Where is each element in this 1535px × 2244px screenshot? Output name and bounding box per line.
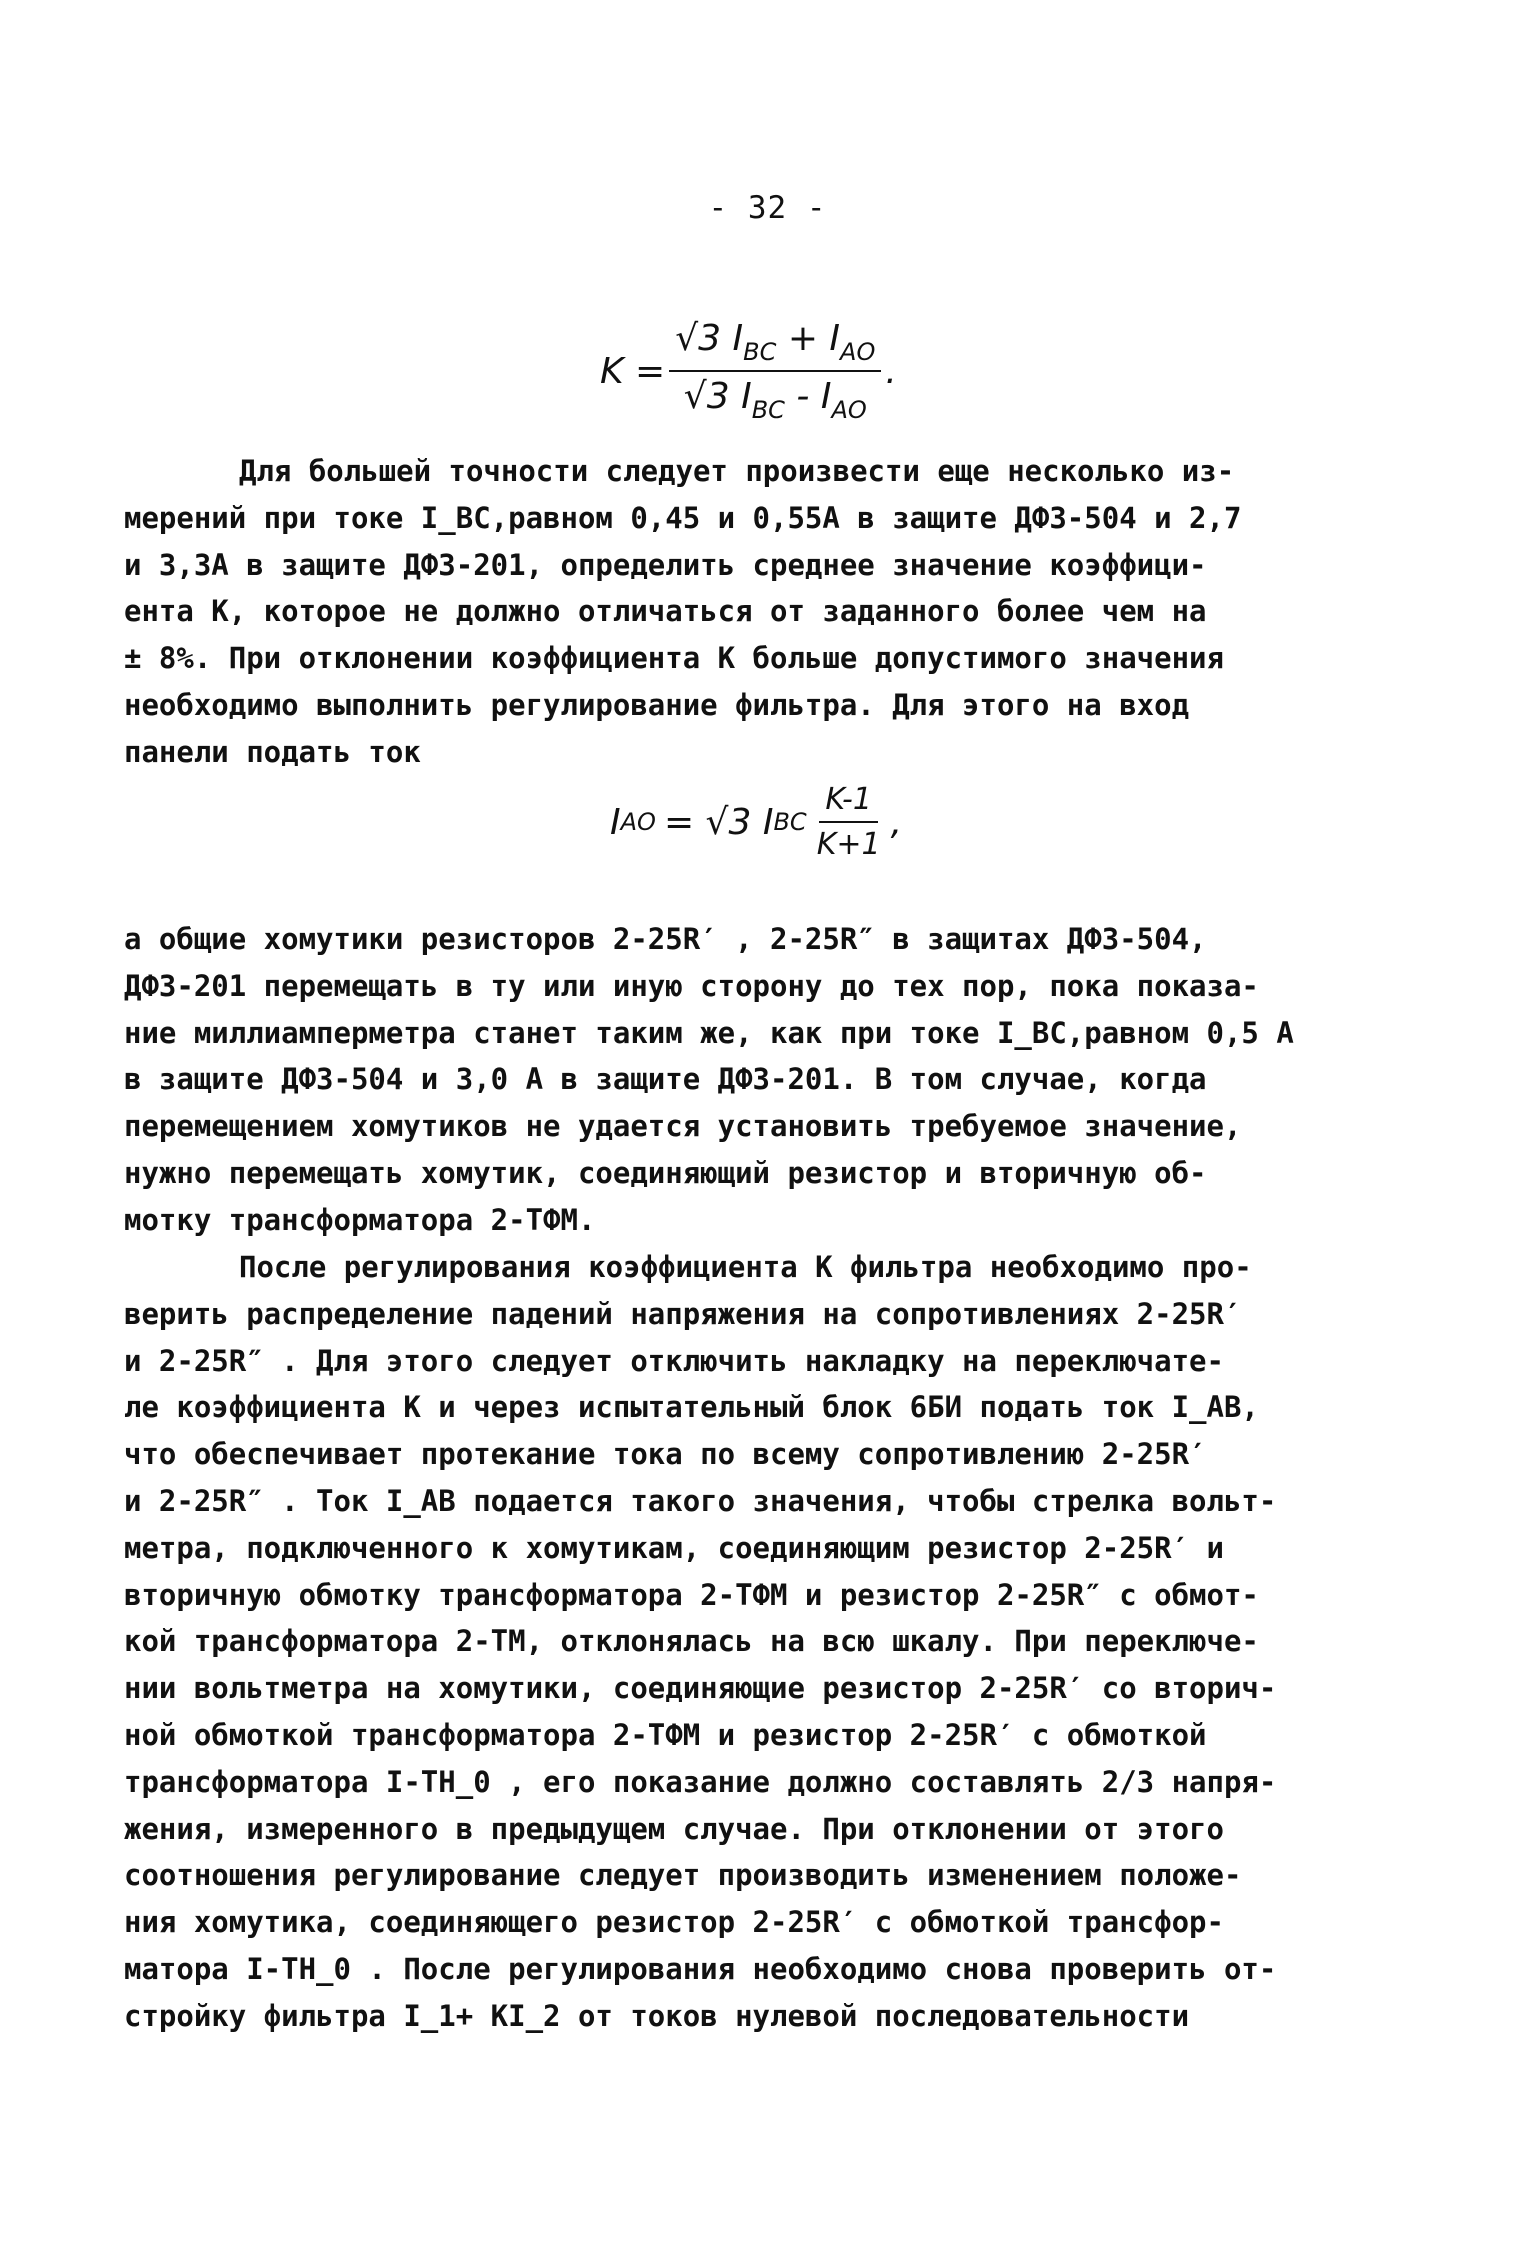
formula-k-den-rest: - I: [796, 376, 832, 417]
paragraph-2-line: в защите ДФЗ-504 и 3,0 А в защите ДФЗ-201. В том случае, когда: [124, 1062, 1207, 1097]
paragraph-1-line: панели подать ток: [124, 734, 421, 769]
formula-iao: [610, 782, 902, 862]
paragraph-3-line: матора I-ТН_0 . После регулирования необходимо снова проверить от-: [124, 1951, 1277, 1986]
paragraph-1-line: и 3,3А в защите ДФЗ-201, определить среднее значение коэффици-: [124, 547, 1207, 582]
formula-iao-end: ,: [890, 801, 903, 843]
paragraph-3-line: метра, подключенного к хомутикам, соединяющим резистор 2-25R′ и: [124, 1530, 1224, 1565]
formula-iao-eq-sub: BC: [773, 808, 807, 836]
formula-k-fraction: [669, 318, 881, 424]
paragraph-1-line: ента К, которое не должно отличаться от заданного более чем на: [124, 594, 1207, 629]
paragraph-3-line: стройку фильтра I_1+ KI_2 от токов нулевой последовательности: [124, 1998, 1190, 2033]
paragraph-2-line: а общие хомутики резисторов 2-25R′ , 2-25R″ в защитах ДФЗ-504,: [124, 922, 1207, 956]
paragraph-3-line: После регулирования коэффициента К фильтра необходимо про-: [239, 1250, 1252, 1284]
formula-iao-denominator: K+1: [816, 827, 881, 862]
paragraph-3-line: ния хомутика, соединяющего резистор 2-25R′ с обмоткой трансфор-: [124, 1905, 1224, 1940]
paragraph-1-line: ± 8%. При отклонении коэффициента К больше допустимого значения: [124, 641, 1224, 676]
formula-iao-numerator: K-1: [819, 782, 878, 823]
formula-iao-eq: = √3 I: [663, 801, 774, 843]
paragraph-3: [124, 1244, 1414, 2040]
paragraph-2-line: мотку трансформатора 2-ТФМ.: [124, 1202, 596, 1237]
paragraph-3-line: и 2-25R″ . Ток I_AB подается такого значения, чтобы стрелка вольт-: [124, 1483, 1277, 1518]
paragraph-1: [124, 448, 1414, 776]
formula-k-num-sub: BC: [743, 338, 777, 366]
paragraph-1-line: мерений при токе I_BC,равном 0,45 и 0,55А в защите ДФЗ-504 и 2,7: [124, 500, 1242, 535]
formula-k-den-sub: BC: [751, 396, 785, 424]
formula-k-numerator: [669, 318, 881, 372]
formula-k-den-sub2: AO: [831, 396, 867, 424]
formula-iao-fraction: [811, 782, 887, 862]
formula-k-num-rest: + I: [787, 318, 841, 359]
paragraph-2: [124, 916, 1414, 1244]
paragraph-3-line: кой трансформатора 2-ТМ, отклонялась на всю шкалу. При переключе-: [124, 1624, 1259, 1659]
formula-k-denominator: [678, 372, 873, 424]
formula-k-lhs: K =: [600, 350, 666, 392]
paragraph-3-line: ной обмоткой трансформатора 2-ТФМ и резистор 2-25R′ с обмоткой: [124, 1717, 1207, 1752]
formula-k-den-main: √3 I: [683, 376, 752, 417]
paragraph-3-line: жения, измеренного в предыдущем случае. При отклонении от этого: [124, 1811, 1224, 1846]
paragraph-3-line: что обеспечивает протекание тока по всему сопротивлению 2-25R′: [124, 1437, 1207, 1472]
page-number: - 32 -: [708, 190, 827, 226]
formula-k-end: .: [885, 350, 897, 392]
paragraph-3-line: соотношения регулирование следует производить изменением положе-: [124, 1858, 1242, 1893]
paragraph-2-line: ДФЗ-201 перемещать в ту или иную сторону до тех пор, пока показа-: [124, 968, 1259, 1003]
paragraph-3-line: и 2-25R″ . Для этого следует отключить накладку на переключате-: [124, 1343, 1224, 1378]
paragraph-3-line: вторичную обмотку трансформатора 2-ТФМ и резистор 2-25R″ с обмот-: [124, 1577, 1259, 1612]
formula-k-num-main: √3 I: [675, 318, 744, 359]
paragraph-3-line: ле коэффициента К и через испытательный блок 6БИ подать ток I_AB,: [124, 1390, 1259, 1425]
paragraph-3-line: верить распределение падений напряжения на сопротивлениях 2-25R′: [124, 1296, 1242, 1331]
paragraph-2-line: перемещением хомутиков не удается установить требуемое значение,: [124, 1109, 1242, 1144]
paragraph-2-line: ние миллиамперметра станет таким же, как при токе I_BC,равном 0,5 А: [124, 1015, 1294, 1050]
paragraph-3-line: трансформатора I-ТН_0 , его показание должно составлять 2/3 напря-: [124, 1764, 1277, 1799]
formula-iao-lhs-sub: AO: [620, 808, 656, 836]
formula-k: [600, 318, 897, 424]
paragraph-1-line: необходимо выполнить регулирование фильтра. Для этого на вход: [124, 687, 1190, 722]
paragraph-2-line: нужно перемещать хомутик, соединяющий резистор и вторичную об-: [124, 1155, 1207, 1190]
formula-k-num-sub2: AO: [840, 338, 876, 366]
formula-iao-lhs: I: [610, 801, 621, 843]
paragraph-1-line: Для большей точности следует произвести еще несколько из-: [239, 454, 1235, 488]
paragraph-3-line: нии вольтметра на хомутики, соединяющие резистор 2-25R′ со вторич-: [124, 1671, 1277, 1706]
